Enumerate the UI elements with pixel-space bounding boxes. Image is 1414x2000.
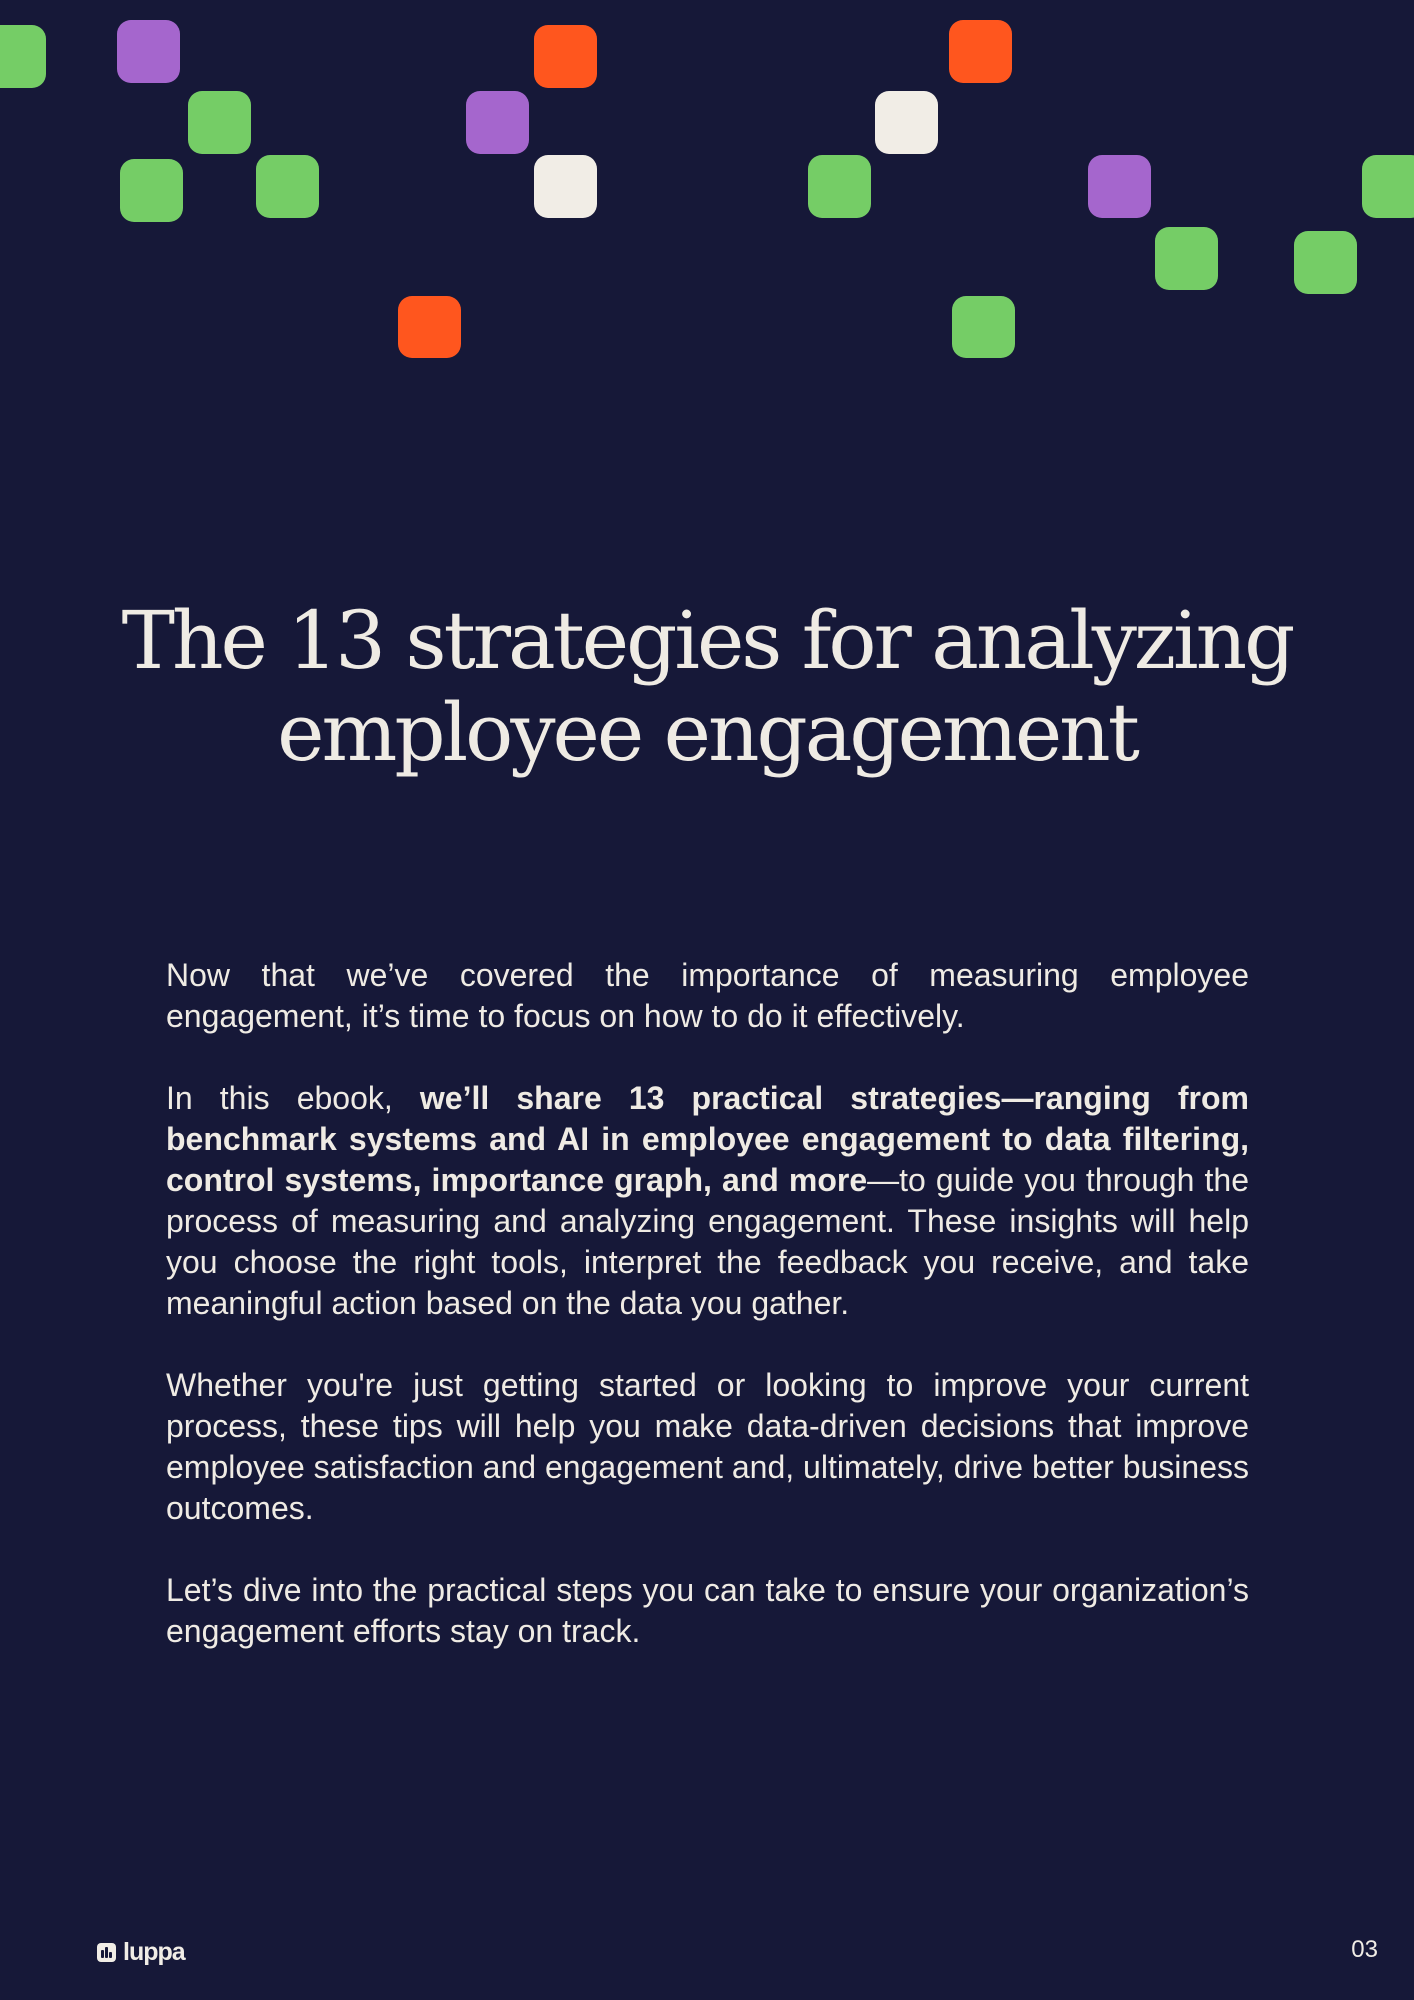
purple-tile [1088,155,1151,218]
intro-body [166,955,1249,1652]
luppa-logo-icon [97,1943,116,1962]
cream-tile [534,155,597,218]
luppa-logo [97,1939,185,1965]
green-tile [808,155,871,218]
paragraph-intro: Now that we’ve covered the importance of measuring employee engagement, it’s time to focus on how to do it effectively. [166,957,1249,1034]
green-tile [0,25,46,88]
orange-tile [949,20,1012,83]
logo-text: luppa [123,1938,185,1966]
green-tile [256,155,319,218]
cream-tile [875,91,938,154]
purple-tile [466,91,529,154]
paragraph-benefits: Whether you're just getting started or looking to improve your current process, these tips will help you make data-driven decisions that improve employee satisfaction and engagement and, ultimately, drive better business outcomes. [166,1367,1249,1526]
orange-tile [534,25,597,88]
purple-tile [117,20,180,83]
paragraph-tail: —to guide you through the process of measuring and analyzing engagement. These insights will help you choose the right tools, interpret the feedback you receive, and take meaningful action based on the data you gather. [166,1162,1250,1321]
paragraph-lead: In this ebook, [166,1080,420,1116]
paragraph-ebook-overview [166,1078,1249,1324]
paragraph-highlight: we’ll share 13 practical strategies—ranging from benchmark systems and AI in employee engagement to data filtering, control systems, importance graph, and more [166,1080,1250,1198]
title-line-2: employee engagement [277,686,1137,779]
title-line-1: The 13 strategies for analyzing [121,594,1293,687]
green-tile [1362,155,1414,218]
paragraph-closing: Let’s dive into the practical steps you can take to ensure your organization’s engagement efforts stay on track. [166,1572,1249,1649]
page-title [100,595,1314,779]
green-tile [1294,231,1357,294]
green-tile [952,296,1015,358]
green-tile [120,159,183,222]
page-number: 03 [1351,1936,1378,1963]
orange-tile [398,296,461,358]
green-tile [1155,227,1218,290]
green-tile [188,91,251,154]
